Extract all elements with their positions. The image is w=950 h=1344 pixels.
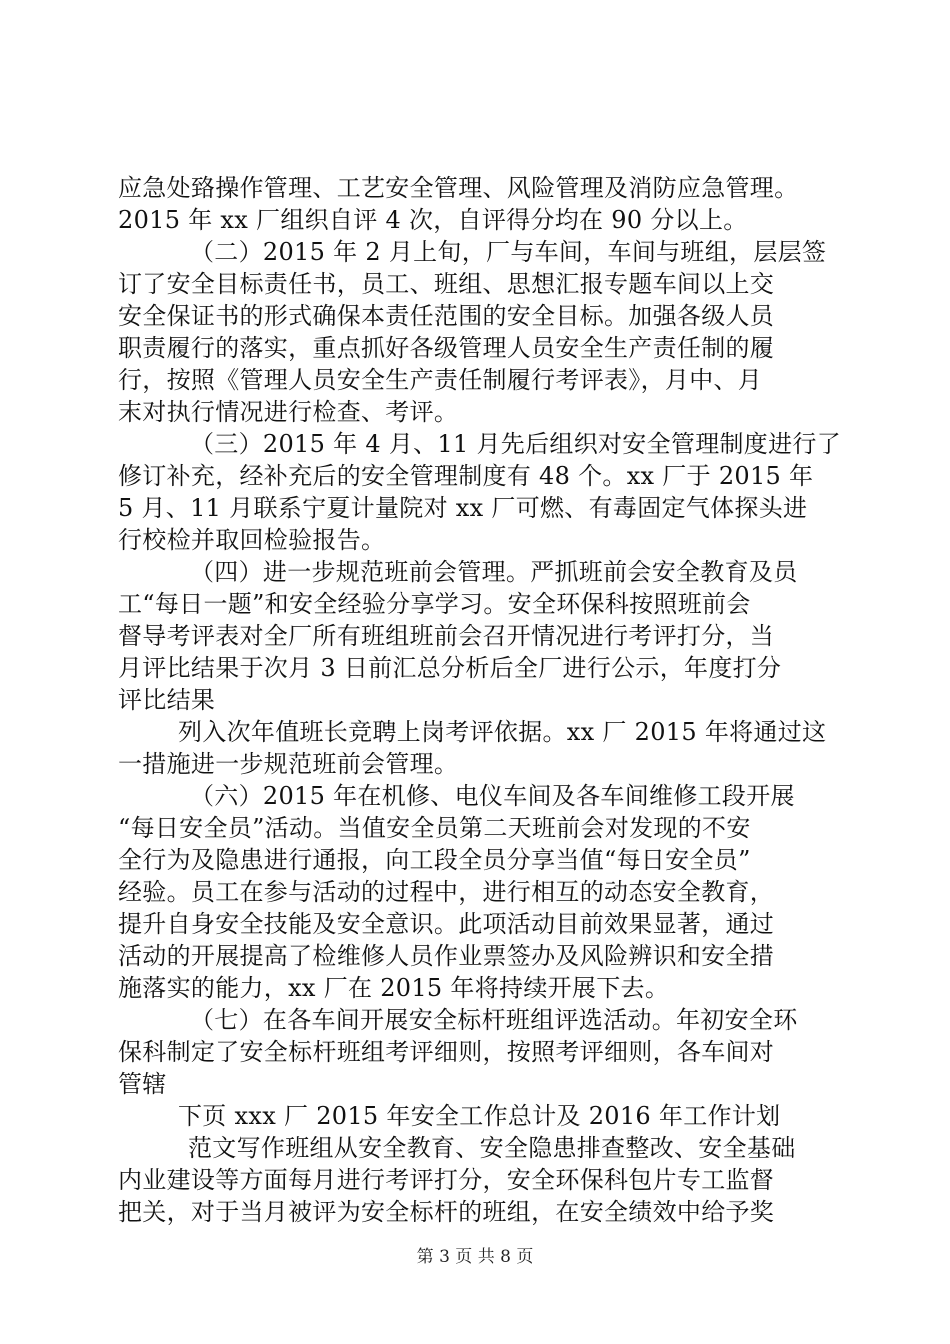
text-line: 施落实的能力，xx 厂在 2015 年将持续开展下去。 — [118, 974, 670, 1002]
text-line: 一措施进一步规范班前会管理。 — [118, 750, 459, 778]
text-line: “每日安全员”活动。当值安全员第二天班前会对发现的不安 — [118, 814, 751, 842]
text-line: 经验。员工在参与活动的过程中，进行相互的动态安全教育， — [118, 878, 775, 906]
text-line: 下页 xxx 厂 2015 年安全工作总计及 2016 年工作计划 — [178, 1102, 781, 1130]
text-line: 末对执行情况进行检查、考评。 — [118, 398, 459, 426]
text-line: （三）2015 年 4 月、11 月先后组织对安全管理制度进行了 — [190, 430, 842, 458]
text-line: （六）2015 年在机修、电仪车间及各车间维修工段开展 — [190, 782, 795, 810]
text-line: 2015 年 xx 厂组织自评 4 次，自评得分均在 90 分以上。 — [118, 206, 748, 234]
text-line: 月评比结果于次月 3 日前汇总分析后全厂进行公示，年度打分 — [118, 654, 782, 682]
text-line: 内业建设等方面每月进行考评打分，安全环保科包片专工监督 — [118, 1166, 775, 1194]
text-line: （四）进一步规范班前会管理。严抓班前会安全教育及员 — [190, 558, 798, 586]
text-line: 保科制定了安全标杆班组考评细则，按照考评细则，各车间对 — [118, 1038, 775, 1066]
text-line: 活动的开展提高了检维修人员作业票签办及风险辨识和安全措 — [118, 942, 775, 970]
text-line: 修订补充，经补充后的安全管理制度有 48 个。xx 厂于 2015 年 — [118, 462, 814, 490]
text-line: 提升自身安全技能及安全意识。此项活动目前效果显著，通过 — [118, 910, 775, 938]
text-line: 行校检并取回检验报告。 — [118, 526, 386, 554]
page-footer: 第 3 页 共 8 页 — [416, 1247, 534, 1267]
text-line: 职责履行的落实，重点抓好各级管理人员安全生产责任制的履 — [118, 334, 775, 362]
text-line: 评比结果 — [118, 686, 216, 714]
text-line: 范文写作班组从安全教育、安全隐患排查整改、安全基础 — [188, 1134, 796, 1162]
text-line: 列入次年值班长竞聘上岗考评依据。xx 厂 2015 年将通过这 — [178, 718, 827, 746]
text-line: 5 月、11 月联系宁夏计量院对 xx 厂可燃、有毒固定气体探头进 — [118, 494, 808, 522]
text-line: 全行为及隐患进行通报，向工段全员分享当值“每日安全员” — [118, 846, 751, 874]
document-body — [118, 172, 842, 1228]
text-line: 行，按照《管理人员安全生产责任制履行考评表》，月中、月 — [118, 366, 763, 394]
text-line: （七）在各车间开展安全标杆班组评选活动。年初安全环 — [190, 1006, 798, 1034]
text-line: 安全保证书的形式确保本责任范围的安全目标。加强各级人员 — [118, 302, 775, 330]
text-line: 应急处臵操作管理、工艺安全管理、风险管理及消防应急管理。 — [118, 174, 799, 202]
text-line: 把关，对于当月被评为安全标杆的班组，在安全绩效中给予奖 — [118, 1198, 775, 1226]
text-line: 订了安全目标责任书，员工、班组、思想汇报专题车间以上交 — [118, 270, 775, 298]
text-line: 管辖 — [118, 1070, 167, 1098]
text-line: 督导考评表对全厂所有班组班前会召开情况进行考评打分，当 — [118, 622, 775, 650]
text-line: 工“每日一题”和安全经验分享学习。安全环保科按照班前会 — [118, 590, 751, 618]
text-line: （二）2015 年 2 月上旬，厂与车间，车间与班组，层层签 — [190, 238, 827, 266]
